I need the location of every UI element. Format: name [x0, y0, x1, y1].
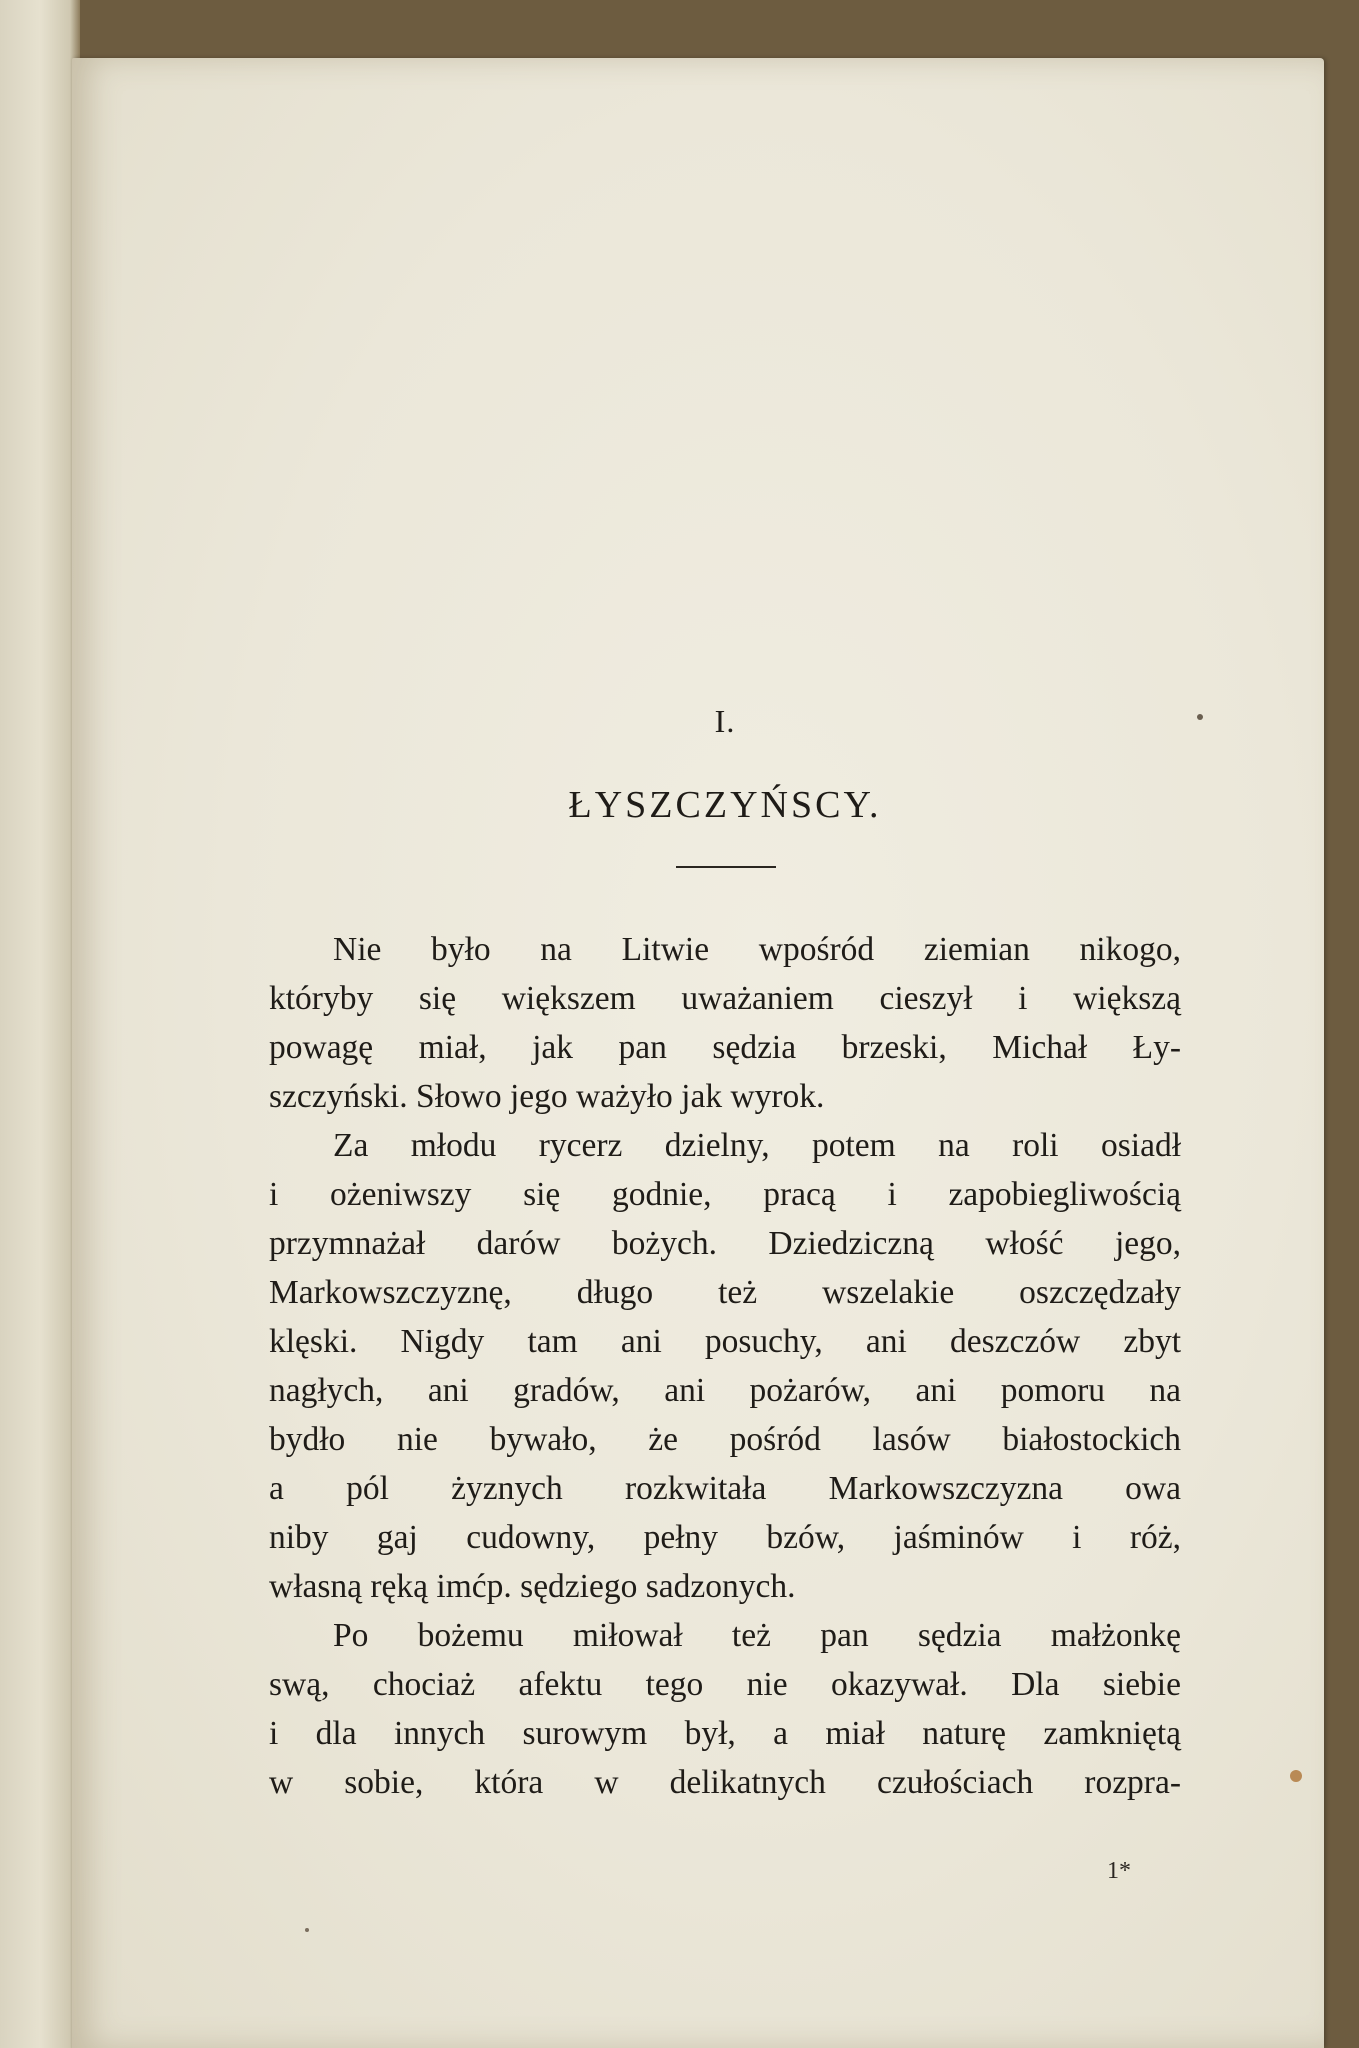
text-line: a pól żyznych rozkwitała Markowszczyzna owa [269, 1470, 1181, 1507]
text-line: Markowszczyznę, długo też wszelakie oszczędzały [269, 1274, 1181, 1311]
title-rule [676, 866, 776, 868]
signature-mark: 1* [1107, 1858, 1131, 1884]
text-line: przymnażał darów bożych. Dziedziczną włość jego, [269, 1225, 1181, 1262]
text-line: któryby się większem uważaniem cieszył i większą [269, 980, 1181, 1017]
text-line: nagłych, ani gradów, ani pożarów, ani pomoru na [269, 1372, 1181, 1409]
paper-speck [1290, 1770, 1302, 1782]
text-line: powagę miał, jak pan sędzia brzeski, Michał Ły- [269, 1029, 1181, 1066]
show-through-text [262, 358, 1192, 407]
text-line: klęski. Nigdy tam ani posuchy, ani deszczów zbyt [269, 1323, 1181, 1360]
text-line: Nie było na Litwie wpośród ziemian nikogo, [333, 931, 1181, 968]
paper-speck [1197, 714, 1203, 720]
text-line: swą, chociaż afektu tego nie okazywał. Dla siebie [269, 1666, 1181, 1703]
text-line: Za młodu rycerz dzielny, potem na roli osiadł [333, 1127, 1181, 1164]
previous-page-edge [0, 0, 80, 2048]
chapter-title: ŁYSZCZYŃSCY. [568, 784, 882, 826]
body-text [269, 925, 1181, 1807]
paper-speck [305, 1928, 309, 1932]
text-line: bydło nie bywało, że pośród lasów białostockich [269, 1421, 1181, 1458]
text-line: i ożeniwszy się godnie, pracą i zapobiegliwością [269, 1176, 1181, 1213]
text-line: i dla innych surowym był, a miał naturę zamkniętą [269, 1715, 1181, 1752]
text-line: własną ręką imćp. sędziego sadzonych. [269, 1568, 796, 1605]
text-line: w sobie, która w delikatnych czułościach rozpra- [269, 1764, 1181, 1801]
chapter-numeral: I. [714, 703, 736, 739]
text-line: niby gaj cudowny, pełny bzów, jaśminów i róż, [269, 1519, 1181, 1556]
text-line: Po bożemu miłował też pan sędzia małżonkę [333, 1617, 1181, 1654]
text-line: szczyński. Słowo jego ważyło jak wyrok. [269, 1078, 825, 1115]
book-page [72, 58, 1324, 2048]
